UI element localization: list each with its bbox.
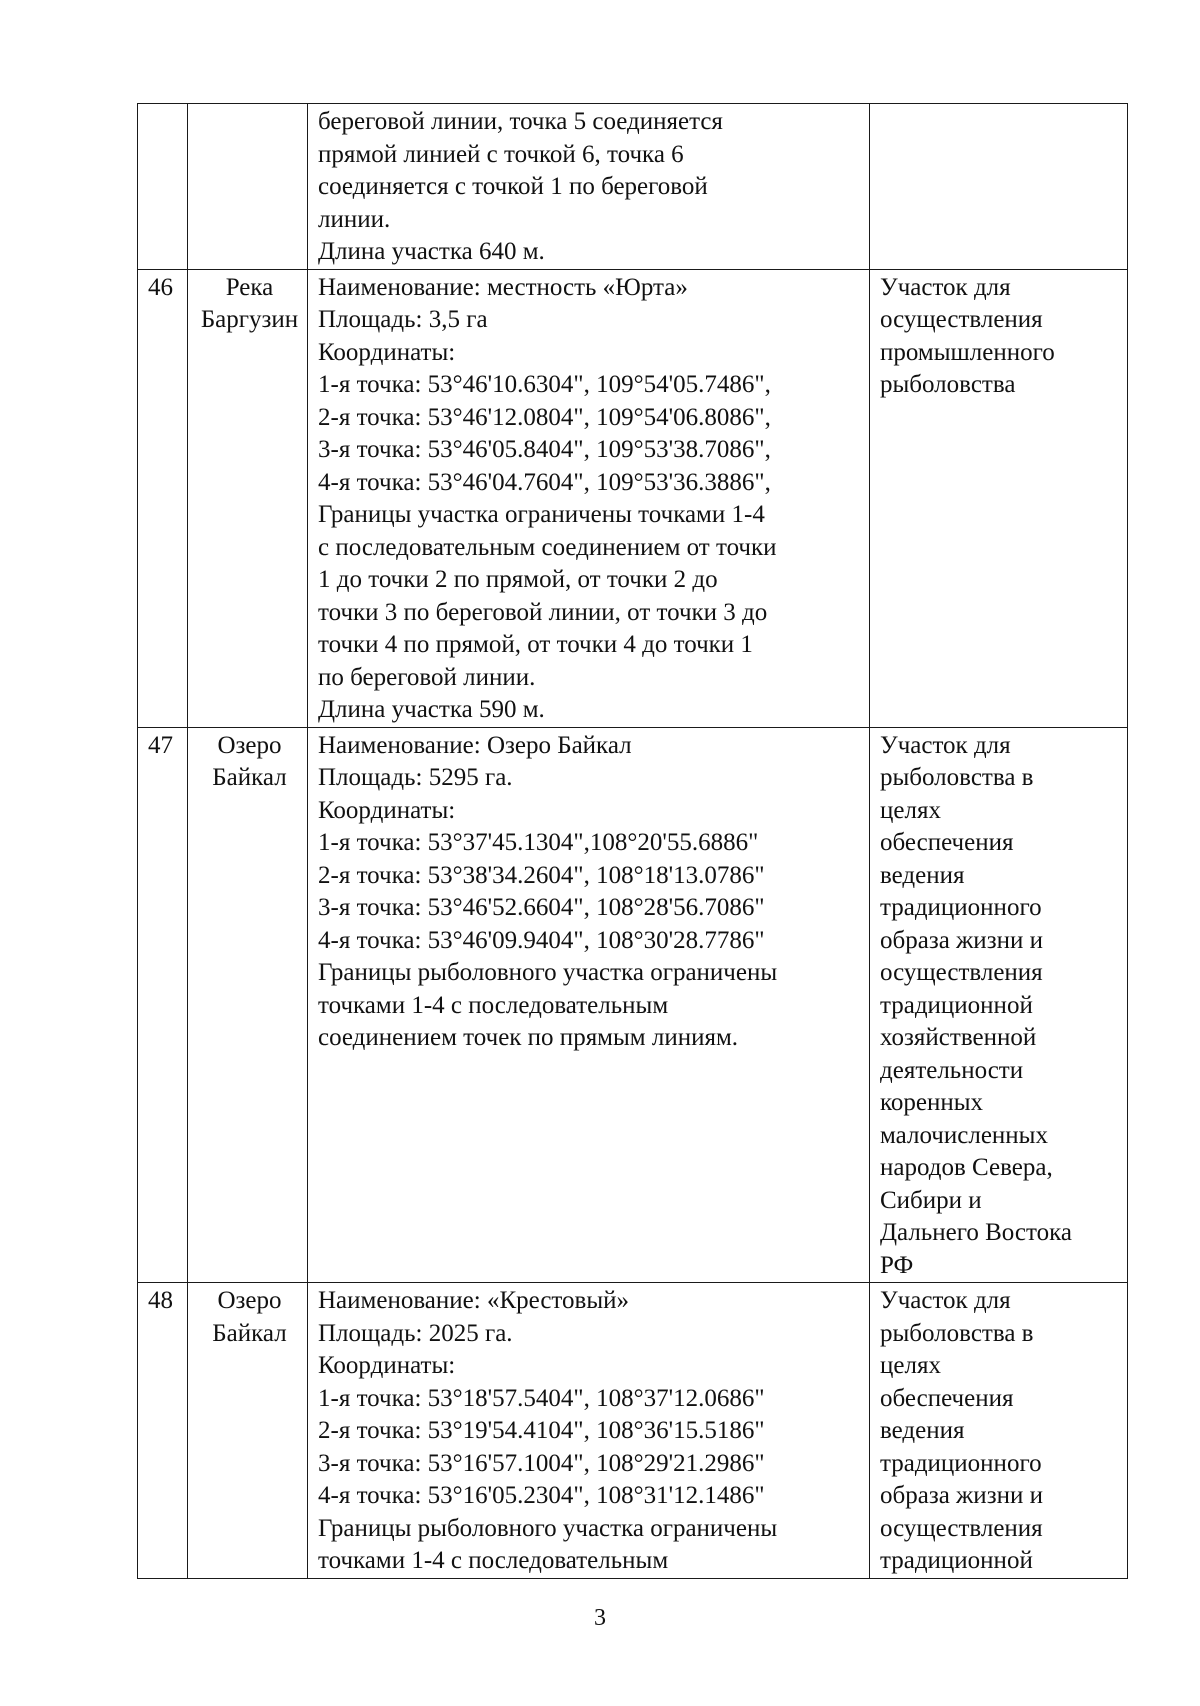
description-line: Границы рыболовного участка ограничены xyxy=(318,959,778,986)
area-purpose-cell xyxy=(870,1283,1128,1579)
description-line: Наименование: Озеро Байкал xyxy=(318,731,632,759)
purpose-line: рыболовства xyxy=(880,371,1016,398)
description-line: 3-я точка: 53°46'05.8404", 109°53'38.7086", xyxy=(318,436,771,463)
description-line: Границы участка ограничены точками 1-4 xyxy=(318,501,765,528)
water-object-line: Баргузин xyxy=(200,306,299,333)
water-object-cell xyxy=(188,727,308,1283)
description-line: 4-я точка: 53°46'09.9404", 108°30'28.7786" xyxy=(318,926,765,954)
description-line: Наименование: местность «Юрта» xyxy=(318,273,688,301)
description-line: 4-я точка: 53°46'04.7604", 109°53'36.3886", xyxy=(318,468,771,496)
purpose-line: рыболовства в xyxy=(880,764,1034,791)
row-number-cell xyxy=(138,104,188,270)
water-object-cell xyxy=(188,269,308,727)
purpose-line: традиционной xyxy=(880,1547,1033,1574)
description-line: 2-я точка: 53°46'12.0804", 109°54'06.8086", xyxy=(318,403,771,431)
water-object-line: Озеро xyxy=(217,1287,282,1314)
purpose-line: малочисленных xyxy=(880,1121,1048,1149)
description-line: Площадь: 2025 га. xyxy=(318,1319,513,1347)
description-line: Границы рыболовного участка ограничены xyxy=(318,1514,778,1542)
description-line: 1-я точка: 53°46'10.6304", 109°54'05.7486", xyxy=(318,371,771,398)
purpose-line: традиционного xyxy=(880,894,1042,921)
water-object-cell xyxy=(188,104,308,270)
description-line: 1 до точки 2 по прямой, от точки 2 до xyxy=(318,566,718,593)
purpose-line: обеспечения xyxy=(880,829,1014,856)
purpose-line: Сибири и xyxy=(880,1186,982,1214)
description-line: 2-я точка: 53°38'34.2604", 108°18'13.0786" xyxy=(318,861,765,889)
purpose-line: рыболовства в xyxy=(880,1319,1034,1347)
area-description-cell xyxy=(308,269,870,727)
description-line: соединением точек по прямым линиям. xyxy=(318,1024,739,1051)
table-body xyxy=(138,104,1128,1579)
row-number-cell xyxy=(138,1283,188,1579)
row-number-cell xyxy=(138,727,188,1283)
description-line: точки 3 по береговой линии, от точки 3 до xyxy=(318,598,768,626)
purpose-line: РФ xyxy=(880,1251,914,1279)
purpose-line: Участок для xyxy=(880,273,1011,301)
row-number-cell xyxy=(138,269,188,727)
water-object-cell xyxy=(188,1283,308,1579)
description-line: Площадь: 3,5 га xyxy=(318,306,488,333)
purpose-line: Дальнего Востока xyxy=(880,1219,1072,1246)
table-row xyxy=(138,104,1128,270)
description-line: 4-я точка: 53°16'05.2304", 108°31'12.1486" xyxy=(318,1482,765,1509)
table-row xyxy=(138,1283,1128,1579)
row-number: 46 xyxy=(148,273,173,301)
description-line: точками 1-4 с последовательным xyxy=(318,991,669,1019)
area-description-cell xyxy=(308,1283,870,1579)
purpose-line: ведения xyxy=(880,861,965,889)
water-object-line: Байкал xyxy=(212,764,287,791)
area-description-cell xyxy=(308,727,870,1283)
description-line: 1-я точка: 53°18'57.5404", 108°37'12.0686" xyxy=(318,1384,765,1412)
purpose-line: образа жизни и xyxy=(880,1482,1043,1509)
water-object-line: Озеро xyxy=(217,731,282,759)
table-row xyxy=(138,269,1128,727)
description-line: точками 1-4 с последовательным xyxy=(318,1547,669,1574)
description-line: Координаты: xyxy=(318,1352,456,1379)
purpose-line: деятельности xyxy=(880,1056,1024,1084)
row-number: 47 xyxy=(148,731,173,759)
fishing-areas-table xyxy=(137,103,1128,1579)
purpose-line: Участок для xyxy=(880,1287,1011,1314)
row-number: 48 xyxy=(148,1287,173,1314)
description-line: 3-я точка: 53°16'57.1004", 108°29'21.2986" xyxy=(318,1449,765,1477)
description-line: Координаты: xyxy=(318,338,456,366)
description-line: Наименование: «Крестовый» xyxy=(318,1287,630,1314)
purpose-line: народов Севера, xyxy=(880,1154,1053,1181)
description-line: по береговой линии. xyxy=(318,663,536,691)
purpose-line: традиционного xyxy=(880,1449,1042,1477)
description-line: линии. xyxy=(318,205,391,233)
purpose-line: обеспечения xyxy=(880,1384,1014,1412)
purpose-line: целях xyxy=(880,796,941,824)
water-object-line: Река xyxy=(225,273,274,301)
table-row xyxy=(138,727,1128,1283)
purpose-line: традиционной xyxy=(880,991,1033,1019)
area-description-cell xyxy=(308,104,870,270)
purpose-line: образа жизни и xyxy=(880,926,1043,954)
description-line: с последовательным соединением от точки xyxy=(318,533,777,561)
description-line: Длина участка 590 м. xyxy=(318,696,545,723)
area-purpose-cell xyxy=(870,269,1128,727)
area-purpose-cell xyxy=(870,104,1128,270)
purpose-line: Участок для xyxy=(880,731,1011,759)
description-line: точки 4 по прямой, от точки 4 до точки 1 xyxy=(318,631,753,658)
description-line: Длина участка 640 м. xyxy=(318,238,545,265)
purpose-line: ведения xyxy=(880,1417,965,1444)
description-line: 1-я точка: 53°37'45.1304",108°20'55.6886" xyxy=(318,829,759,856)
purpose-line: осуществления xyxy=(880,306,1043,333)
description-line: 2-я точка: 53°19'54.4104", 108°36'15.5186" xyxy=(318,1417,765,1444)
purpose-line: осуществления xyxy=(880,959,1043,986)
description-line: 3-я точка: 53°46'52.6604", 108°28'56.7086" xyxy=(318,894,765,921)
purpose-line: целях xyxy=(880,1352,941,1379)
description-line: береговой линии, точка 5 соединяется xyxy=(318,108,723,135)
description-line: прямой линией с точкой 6, точка 6 xyxy=(318,140,684,168)
description-line: Координаты: xyxy=(318,796,456,824)
area-purpose-cell xyxy=(870,727,1128,1283)
water-object-line: Байкал xyxy=(212,1319,287,1347)
purpose-line: осуществления xyxy=(880,1514,1043,1542)
purpose-line: коренных xyxy=(880,1089,984,1116)
page-number: 3 xyxy=(594,1605,606,1631)
purpose-line: промышленного xyxy=(880,338,1055,366)
description-line: соединяется с точкой 1 по береговой xyxy=(318,173,708,200)
purpose-line: хозяйственной xyxy=(880,1024,1037,1051)
description-line: Площадь: 5295 га. xyxy=(318,764,513,791)
